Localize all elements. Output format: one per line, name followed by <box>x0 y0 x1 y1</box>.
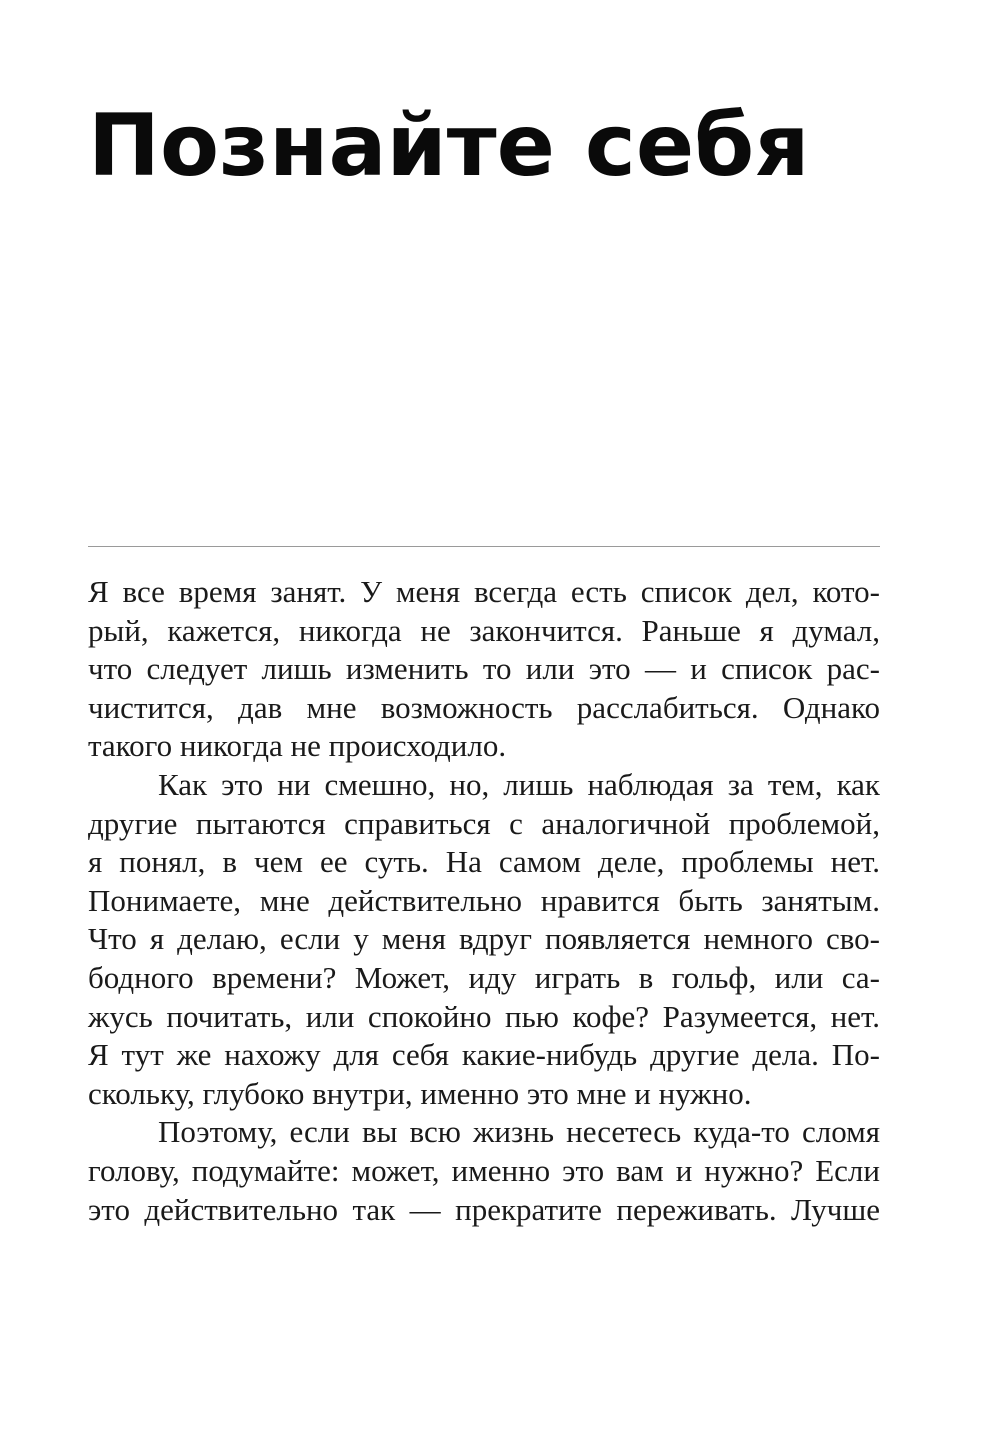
text-line: Как это ни смешно, но, лишь наблюдая за тем, как <box>158 766 880 802</box>
text-line: голову, подумайте: может, именно это вам и нужно? Если <box>88 1152 880 1188</box>
text-line: я понял, в чем ее суть. На самом деле, проблемы нет. <box>88 844 880 880</box>
paragraph <box>88 1113 880 1229</box>
text-line: чистится, дав мне возможность расслабиться. Однако <box>88 689 880 725</box>
text-line: такого никогда не происходило. <box>88 728 507 764</box>
text-line: Я тут же нахожу для себя какие-нибудь другие дела. По- <box>88 1037 880 1073</box>
text-line: это действительно так — прекратите переживать. Лучше <box>88 1191 880 1227</box>
text-line: что следует лишь изменить то или это — и список рас- <box>88 651 880 687</box>
text-line: Что я делаю, если у меня вдруг появляется немного сво- <box>88 921 880 957</box>
chapter-title: Познайте себя <box>88 96 810 196</box>
text-line: Я все время занят. У меня всегда есть список дел, кото- <box>88 574 880 609</box>
text-line: Понимаете, мне действительно нравится быть занятым. <box>88 882 880 918</box>
paragraph <box>88 573 880 766</box>
text-line: Поэтому, если вы всю жизнь несетесь куда-то сломя <box>158 1114 880 1150</box>
text-line: рый, кажется, никогда не закончится. Раньше я думал, <box>88 612 880 648</box>
text-line: жусь почитать, или спокойно пью кофе? Разумеется, нет. <box>88 998 880 1034</box>
title-divider <box>88 546 880 547</box>
text-line: бодного времени? Может, иду играть в гольф, или са- <box>88 959 880 995</box>
chapter-body <box>88 573 880 1229</box>
text-line: скольку, глубоко внутри, именно это мне и нужно. <box>88 1075 752 1111</box>
text-line: другие пытаются справиться с аналогичной проблемой, <box>88 805 880 841</box>
paragraph <box>88 766 880 1113</box>
